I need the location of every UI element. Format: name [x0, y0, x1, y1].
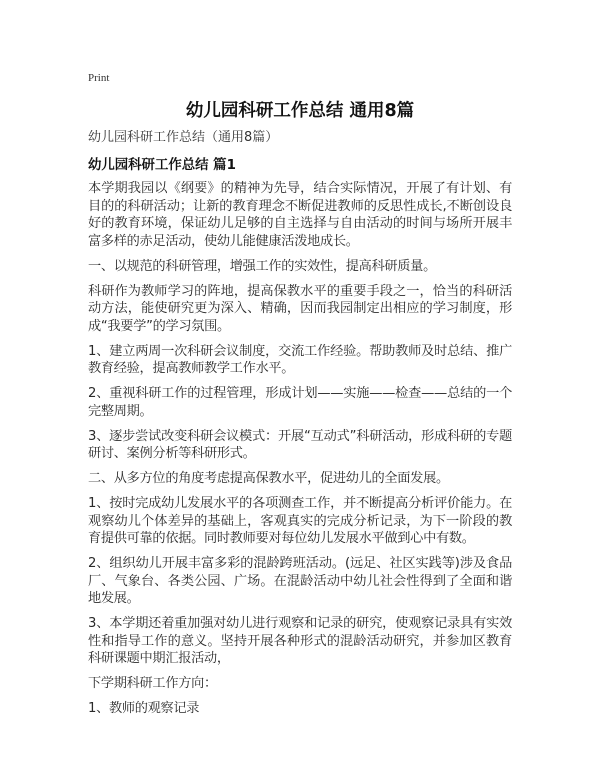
paragraph-item: 1、教师的观察记录 — [88, 701, 200, 716]
paragraph-part-two-heading: 二、从多方位的角度考虑提高保教水平，促进幼儿的全面发展。 — [88, 471, 449, 486]
section-heading: 幼儿园科研工作总结 篇1 — [88, 158, 236, 173]
document-subtitle: 幼儿园科研工作总结（通用8篇） — [88, 130, 279, 145]
paragraph-part-one-heading: 一、以规范的科研管理，增强工作的实效性，提高科研质量。 — [88, 258, 436, 274]
document-page — [88, 70, 512, 725]
paragraph-item: 1、建立两周一次科研会议制度，交流工作经验。帮助教师及时总结、推广教育经验，提高教师教学工作水平。 — [88, 343, 512, 376]
paragraph-next-term-heading: 下学期科研工作方向： — [88, 676, 217, 691]
paragraph-intro: 本学期我园以《纲要》的精神为先导，结合实际情况，开展了有计划、有目的的科研活动；让新的教育理念不断促进教师的反思性成长,不断创设良好的教育环境，保证幼儿足够的自主选择与自由活动的时间与场所开展丰富多样的赤足活动，使幼儿能健康活泼地成长。 — [88, 181, 512, 249]
paragraph-item: 3、逐步尝试改变科研会议模式：开展“互动式”科研活动，形成科研的专题研讨、案例分析等科研形式。 — [88, 428, 512, 461]
document-title: 幼儿园科研工作总结 通用8篇 — [185, 101, 415, 121]
print-label: Print — [88, 72, 110, 84]
paragraph-item: 3、本学期还着重加强对幼儿进行观察和记录的研究，使观察记录具有实效性和指导工作的意义。坚持开展各种形式的混龄活动研究，并参加区教育科研课题中期汇报活动， — [88, 616, 512, 666]
paragraph-item: 2、重视科研工作的过程管理，形成计划——实施——检查——总结的一个完整周期。 — [88, 386, 512, 419]
paragraph: 科研作为教师学习的阵地，提高保教水平的重要手段之一，恰当的科研活动方法，能使研究更为深入、精确，因而我园制定出相应的学习制度，形成“我要学”的学习氛围。 — [88, 283, 512, 334]
paragraph-item: 1、按时完成幼儿发展水平的各项测查工作，并不断提高分析评价能力。在观察幼儿个体差异的基础上，客观真实的完成分析记录，为下一阶段的教育提供可靠的依据。同时教师要对每位幼儿发展水平做到心中有数。 — [88, 496, 512, 546]
paragraph-item: 2、组织幼儿开展丰富多彩的混龄跨班活动。(远足、社区实践等)涉及食品厂、气象台、各类公园、广场。在混龄活动中幼儿社会性得到了全面和谐地发展。 — [88, 556, 512, 606]
